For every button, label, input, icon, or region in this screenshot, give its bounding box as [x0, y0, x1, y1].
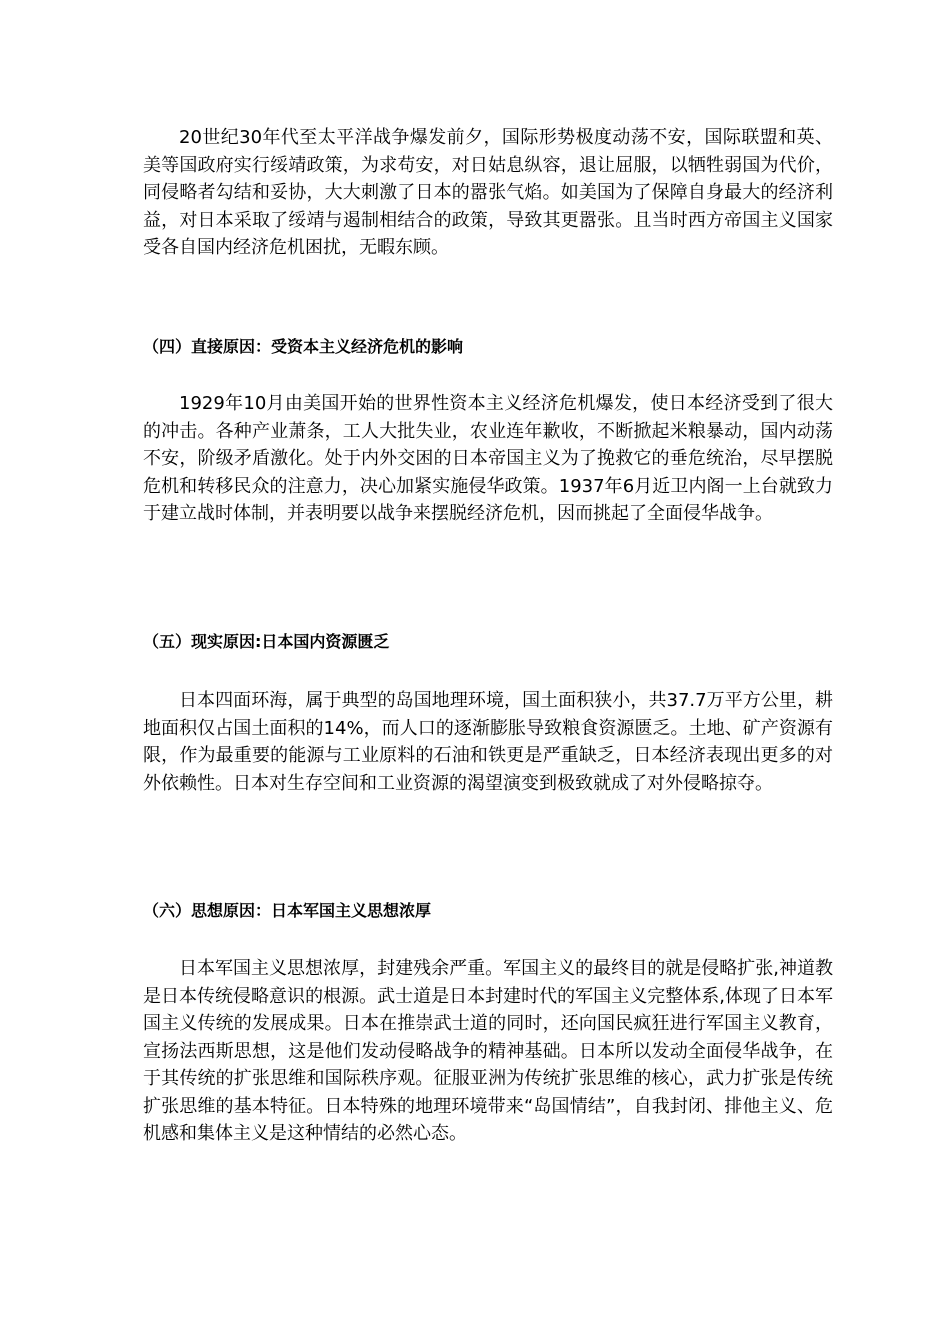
- heading-ideological-cause: （六）思想原因：日本军国主义思想浓厚: [143, 901, 432, 920]
- paragraph-economic-crisis: 1929年10月由美国开始的世界性资本主义经济危机爆发，使日本经济受到了很大的冲击。各种产业萧条，工人大批失业，农业连年歉收，不断掀起米粮暴动，国内动荡不安，阶级矛盾激化。处于内外交困的日本帝国主义为了挽救它的垂危统治，尽早摆脱危机和转移民众的注意力，决心加紧实施侵华政策。1937年6月近卫内阁一上台就致力于建立战时体制，并表明要以战争来摆脱经济危机，因而挑起了全面侵华战争。: [143, 393, 833, 524]
- paragraph-resource-shortage: 日本四面环海，属于典型的岛国地理环境，国土面积狭小，共37.7万平方公里，耕地面积仅占国土面积的14%，而人口的逐渐膨胀导致粮食资源匮乏。土地、矿产资源有限，作为最重要的能源与工业原料的石油和铁更是严重缺乏，日本经济表现出更多的对外依赖性。日本对生存空间和工业资源的渴望演变到极致就成了对外侵略掠夺。: [143, 690, 833, 794]
- heading-practical-cause: （五）现实原因:日本国内资源匮乏: [143, 632, 390, 651]
- heading-direct-cause: （四）直接原因：受资本主义经济危机的影响: [143, 337, 464, 356]
- paragraph-international-situation: 20世纪30年代至太平洋战争爆发前夕，国际形势极度动荡不安，国际联盟和英、美等国政府实行绥靖政策，为求苟安，对日姑息纵容，退让屈服，以牺牲弱国为代价，同侵略者勾结和妥协，大大刺激了日本的嚣张气焰。如美国为了保障自身最大的经济利益，对日本采取了绥靖与遏制相结合的政策，导致其更嚣张。且当时西方帝国主义国家受各自国内经济危机困扰，无暇东顾。: [143, 127, 833, 258]
- paragraph-militarism: 日本军国主义思想浓厚，封建残余严重。军国主义的最终目的就是侵略扩张,神道教是日本传统侵略意识的根源。武士道是日本封建时代的军国主义完整体系,体现了日本军国主义传统的发展成果。日本在推崇武士道的同时，还向国民疯狂进行军国主义教育，宣扬法西斯思想，这是他们发动侵略战争的精神基础。日本所以发动全面侵华战争，在于其传统的扩张思维和国际秩序观。征服亚洲为传统扩张思维的核心，武力扩张是传统扩张思维的基本特征。日本特殊的地理环境带来“岛国情结”，自我封闭、排他主义、危机感和集体主义是这种情结的必然心态。: [143, 958, 833, 1144]
